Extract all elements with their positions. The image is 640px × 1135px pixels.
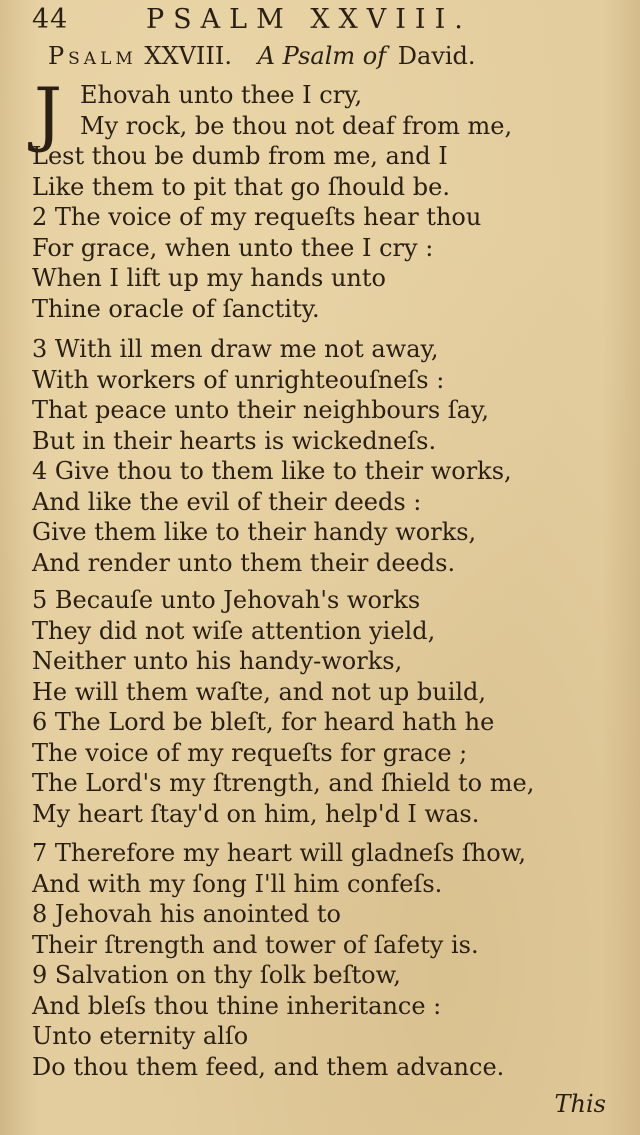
- verse-line: 6 The Lord be bleſt, for heard hath he: [32, 708, 495, 736]
- verse-line: 4 Give thou to them like to their works,: [32, 457, 512, 485]
- verse-line: Ehovah unto thee I cry,: [80, 81, 363, 109]
- stanza-4: [32, 838, 612, 1082]
- psalm-label: Psalm: [48, 42, 137, 70]
- verse-line: 9 Salvation on thy ſolk beſtow,: [32, 961, 401, 989]
- verse-line: And with my ſong I'll him confeſs.: [32, 869, 443, 898]
- verse-line: The voice of my requeſts for grace ;: [32, 738, 468, 767]
- verse-line: 5 Becauſe unto Jehovah's works: [32, 586, 421, 614]
- verse-line: 3 With ill men draw me not away,: [32, 335, 439, 363]
- verse-line: 2 The voice of my requeſts hear thou: [32, 203, 482, 231]
- psalm-number: XXVIII.: [144, 42, 232, 70]
- running-head: [32, 4, 612, 40]
- psalm-heading: [48, 42, 608, 70]
- psalm-author: David.: [397, 42, 476, 70]
- psalm-subtitle: A Psalm of: [257, 42, 387, 70]
- verse-line: Thine oracle of ſanctity.: [32, 294, 320, 323]
- running-title: PSALM XXVIII.: [146, 4, 472, 35]
- verse-line: My heart ſtay'd on him, help'd I was.: [32, 799, 480, 828]
- verse-line: Lest thou be dumb from me, and I: [32, 142, 448, 170]
- verse-line: And render unto them their deeds.: [32, 548, 456, 577]
- verse-line: When I lift up my hands unto: [32, 264, 386, 292]
- verse-line: Give them like to their handy works,: [32, 518, 477, 546]
- verse-line: Unto eternity alſo: [32, 1022, 249, 1050]
- verse-line: 7 Therefore my heart will gladneſs ſhow,: [32, 839, 527, 867]
- verse-line: My rock, be thou not deaf from me,: [80, 111, 513, 140]
- verse-line: With workers of unrighteouſneſs :: [32, 365, 445, 394]
- verse-line: The Lord's my ſtrength, and ſhield to me,: [32, 769, 535, 797]
- verse-line: Neither unto his handy-works,: [32, 647, 403, 675]
- verse-line: Do thou them feed, and them advance.: [32, 1052, 505, 1081]
- stanza-2: [32, 334, 612, 578]
- stanza-3: [32, 585, 612, 829]
- drop-cap: J: [34, 73, 63, 155]
- verse-line: They did not wiſe attention yield,: [32, 616, 436, 645]
- verse-line: For grace, when unto thee I cry :: [32, 233, 434, 262]
- verse-line: 8 Jehovah his anointed to: [32, 900, 341, 928]
- page-number: 44: [32, 4, 69, 35]
- verse-line: And like the evil of their deeds :: [32, 487, 422, 516]
- verse-line: Their ſtrength and tower of ſafety is.: [32, 930, 479, 959]
- verse-line: And bleſs thou thine inheritance :: [32, 991, 442, 1020]
- stanza-1: [32, 73, 612, 324]
- catchword: This: [554, 1090, 606, 1118]
- verse-line: But in their hearts is wickedneſs.: [32, 426, 437, 455]
- verse-line: That peace unto their neighbours ſay,: [32, 396, 489, 424]
- verse-line: Like them to pit that go ſhould be.: [32, 172, 450, 201]
- verse-line: He will them waſte, and not up build,: [32, 677, 487, 706]
